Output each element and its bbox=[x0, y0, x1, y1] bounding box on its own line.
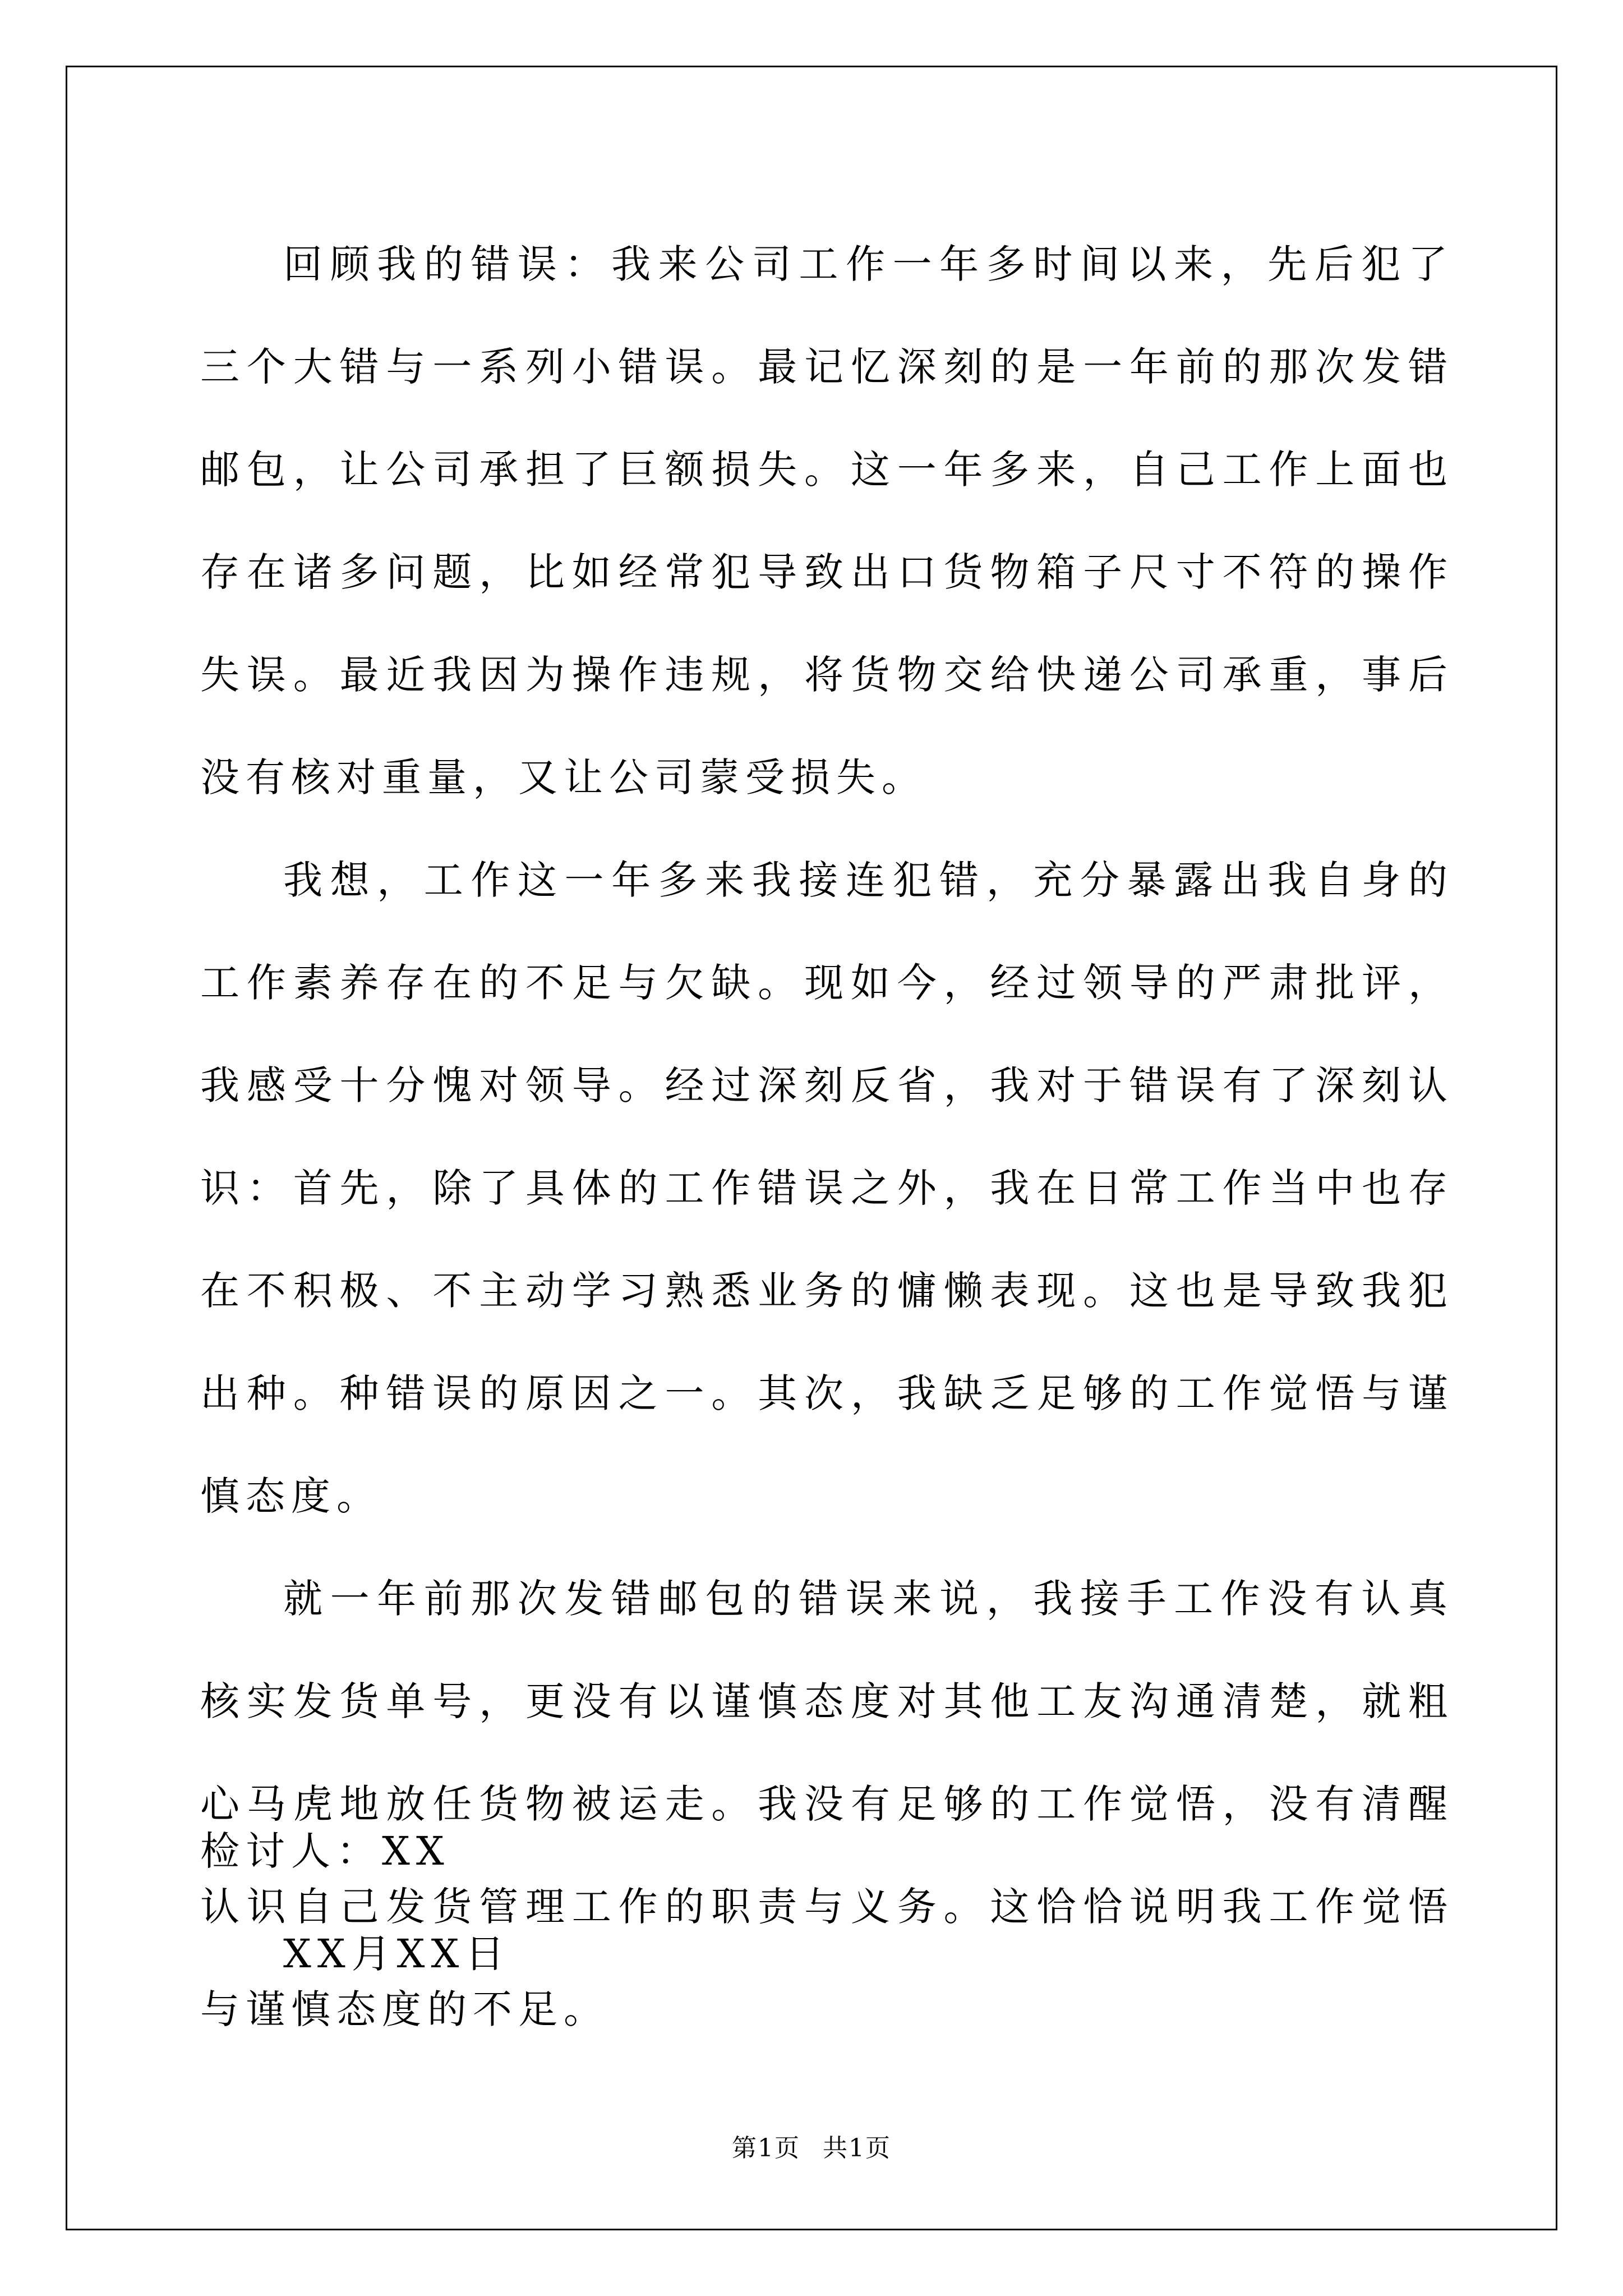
page-number: 第1页 bbox=[732, 2134, 800, 2162]
paragraph-1: 回顾我的错误：我来公司工作一年多时间以来，先后犯了三个大错与一系列小错误。最记忆深刻的是一年前的那次发错邮包，让公司承担了巨额损失。这一年多来，自己工作上面也存在诸多问题，比如经常犯导致出口货物箱子尺寸不符的操作失误。最近我因为操作违规，将货物交给快递公司承重，事后没有核对重量，又让公司蒙受损失。 bbox=[200, 241, 1454, 800]
date-line: XX月XX日 bbox=[283, 1931, 511, 1977]
paragraph-3: 就一年前那次发错邮包的错误来说，我接手工作没有认真核实发货单号，更没有以谨慎态度对其他工友沟通清楚，就粗心马虎地放任货物被运走。我没有足够的工作觉悟，没有清醒认识自己发货管理工作的职责与义务。这恰恰说明我工作觉悟与谨慎态度的不足。 bbox=[200, 1576, 1454, 2032]
page-total: 共1页 bbox=[823, 2134, 891, 2162]
signature-line: 检讨人：XX bbox=[200, 1828, 450, 1874]
page-footer bbox=[0, 2132, 1623, 2165]
paragraph-2: 我想，工作这一年多来我接连犯错，充分暴露出我自身的工作素养存在的不足与欠缺。现如今，经过领导的严肃批评，我感受十分愧对领导。经过深刻反省，我对于错误有了深刻认识：首先，除了具体的工作错误之外，我在日常工作当中也存在不积极、不主动学习熟悉业务的慵懒表现。这也是导致我犯出种。种错误的原因之一。其次，我缺乏足够的工作觉悟与谨慎态度。 bbox=[200, 857, 1454, 1519]
document-body bbox=[200, 213, 1454, 2061]
